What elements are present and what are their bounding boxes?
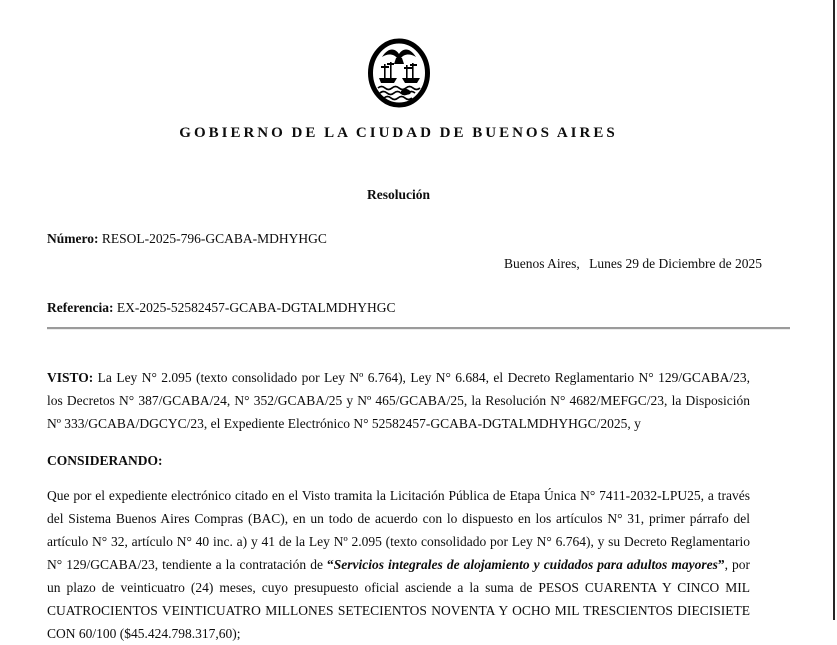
close-quote: ”	[717, 557, 725, 572]
numero-label: Número:	[47, 231, 99, 246]
paragraph-text-part1: Que por el expediente electrónico citado en el Visto tramita la Licitación Pública de Etapa Única N° 7411-2032-LPU25, a través del Sistema Buenos Aires Compras (BAC), en un todo de acuerdo con lo dispuesto en los artículos N° 31, primer párrafo del artículo N° 32, artículo N° 40 inc. a) y 41 de la Ley Nº 2.095 (texto consolidado por Ley N° 6.764), y su Decreto Reglamentario N° 129/GCABA/23, tendiente a la contratación de	[47, 488, 750, 572]
document-header	[47, 38, 750, 113]
numero-value: RESOL-2025-796-GCABA-MDHYHGC	[101, 231, 327, 246]
visto-paragraph	[47, 366, 750, 435]
paragraph-text-part2: , por un plazo de veinticuatro (24) meses, cuyo presupuesto oficial asciende a la suma de PESOS CUARENTA Y CINCO MIL CUATROCIENTOS VEINTICUATRO MILLONES SETECIENTOS NOVENTA Y OCHO MIL TRESCIENTOS DIECISIETE CON 60/100 ($45.424.798.317,60);	[47, 557, 751, 641]
section-divider	[47, 327, 790, 330]
referencia-label: Referencia:	[47, 300, 114, 315]
visto-text: La Ley N° 2.095 (texto consolidado por Ley Nº 6.764), Ley N° 6.684, el Decreto Reglamentario N° 129/GCABA/23, los Decretos N° 387/GCABA/24, N° 352/GCABA/25 y Nº 465/GCABA/25, la Resolución N° 4682/MEFGC/23, la Disposición Nº 333/GCABA/DGCYC/23, el Expediente Electrónico N° 52582457-GCABA-DGTALMDHYHGC/2025, y	[47, 370, 750, 431]
referencia-value: EX-2025-52582457-GCABA-DGTALMDHYHGC	[116, 300, 396, 315]
org-title: GOBIERNO DE LA CIUDAD DE BUENOS AIRES	[179, 125, 618, 141]
open-quote: “	[327, 557, 334, 572]
visto-label: VISTO:	[47, 370, 94, 385]
numero-line	[47, 231, 750, 247]
considerando-paragraph	[47, 484, 750, 645]
referencia-line	[47, 300, 750, 316]
considerando-heading: CONSIDERANDO:	[47, 453, 163, 468]
window-right-border	[833, 0, 835, 620]
contract-object-emphasis: Servicios integrales de alojamiento y cuidados para adultos mayores	[333, 557, 718, 572]
coat-of-arms-icon	[367, 95, 431, 112]
date-text: Lunes 29 de Diciembre de 2025	[589, 256, 762, 271]
document-type-title: Resolución	[366, 187, 430, 202]
date-city: Buenos Aires,	[504, 256, 580, 271]
date-line	[47, 256, 762, 272]
